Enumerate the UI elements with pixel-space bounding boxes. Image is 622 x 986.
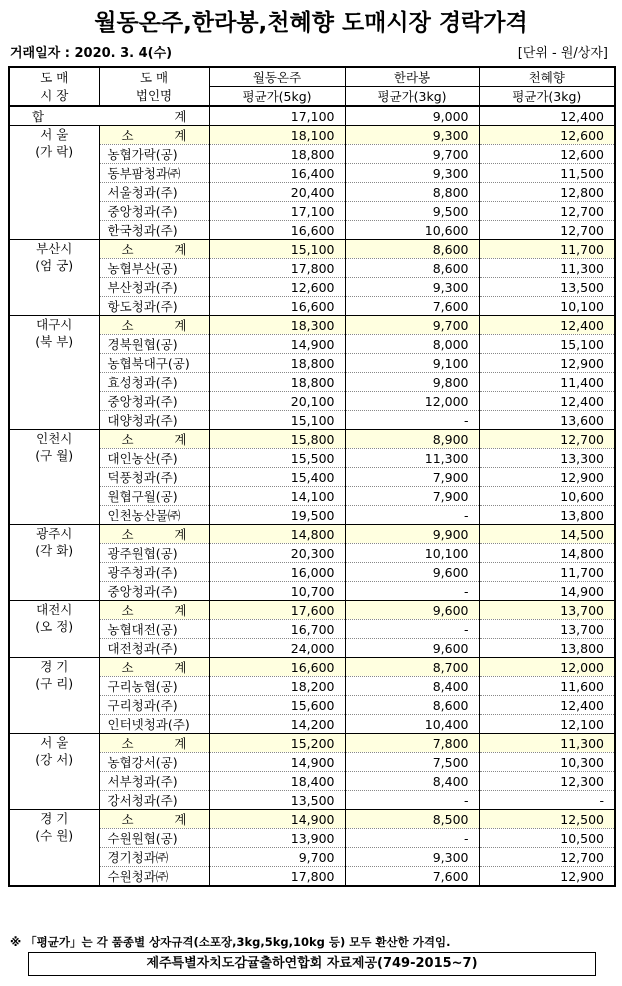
branch-row — [9, 183, 615, 202]
branch-value: 12,400 — [479, 696, 615, 715]
branch-value: 15,600 — [209, 696, 345, 715]
subtotal-label — [99, 316, 209, 335]
branch-value: 10,500 — [479, 829, 615, 848]
branch-row — [9, 772, 615, 791]
branch-value: 12,600 — [479, 145, 615, 164]
subtotal-value: 9,600 — [345, 601, 479, 620]
market-district: (구 리) — [35, 676, 74, 691]
subtotal-label-a: 소 — [121, 526, 134, 542]
branch-value: 14,100 — [209, 487, 345, 506]
branch-row — [9, 202, 615, 221]
market-name: 경 기 — [40, 811, 69, 826]
branch-value: 13,700 — [479, 620, 615, 639]
subtotal-label-a: 소 — [121, 659, 134, 675]
branch-name: 효성청과(주) — [99, 373, 209, 392]
market-name: 서 울 — [40, 127, 69, 142]
subtotal-label — [99, 601, 209, 620]
branch-value: 12,400 — [479, 392, 615, 411]
branch-row — [9, 354, 615, 373]
branch-value: - — [345, 506, 479, 525]
branch-value: 16,600 — [209, 221, 345, 240]
branch-row — [9, 753, 615, 772]
branch-row — [9, 221, 615, 240]
branch-value: 13,800 — [479, 639, 615, 658]
subtotal-label-b: 계 — [174, 241, 187, 257]
branch-value: 11,600 — [479, 677, 615, 696]
branch-value: 11,400 — [479, 373, 615, 392]
branch-row — [9, 677, 615, 696]
subtotal-label — [99, 525, 209, 544]
unit-label: [단위 - 원/상자] — [517, 46, 608, 61]
branch-value: 13,900 — [209, 829, 345, 848]
branch-value: 14,900 — [209, 753, 345, 772]
market-district: (수 원) — [35, 828, 74, 843]
market-district: (강 서) — [35, 752, 74, 767]
subtotal-value: 8,500 — [345, 810, 479, 829]
branch-value: 12,000 — [345, 392, 479, 411]
branch-value: 7,900 — [345, 468, 479, 487]
branch-row — [9, 259, 615, 278]
branch-name: 농협강서(공) — [99, 753, 209, 772]
branch-row — [9, 829, 615, 848]
branch-name: 수원청과㈜ — [99, 867, 209, 887]
subtotal-label-b: 계 — [174, 811, 187, 827]
branch-name: 대인농산(주) — [99, 449, 209, 468]
branch-value: 14,900 — [479, 582, 615, 601]
market-cell — [9, 430, 99, 525]
branch-value: 17,100 — [209, 202, 345, 221]
branch-value: 13,300 — [479, 449, 615, 468]
branch-value: 20,100 — [209, 392, 345, 411]
branch-value: - — [479, 791, 615, 810]
table-body — [9, 106, 615, 886]
total-label-b: 계 — [174, 108, 187, 124]
branch-row — [9, 696, 615, 715]
market-cell — [9, 240, 99, 316]
branch-row — [9, 848, 615, 867]
branch-value: 7,500 — [345, 753, 479, 772]
market-cell — [9, 525, 99, 601]
branch-row — [9, 411, 615, 430]
branch-row — [9, 715, 615, 734]
subtotal-label-b: 계 — [174, 431, 187, 447]
branch-value: 9,600 — [345, 563, 479, 582]
subtotal-value: 9,900 — [345, 525, 479, 544]
branch-name: 강서청과(주) — [99, 791, 209, 810]
subtotal-value: 16,600 — [209, 658, 345, 677]
branch-name: 부산청과(주) — [99, 278, 209, 297]
subtotal-value: 15,100 — [209, 240, 345, 259]
branch-row — [9, 164, 615, 183]
subtotal-value: 11,700 — [479, 240, 615, 259]
branch-name: 대전청과(주) — [99, 639, 209, 658]
branch-value: 11,500 — [479, 164, 615, 183]
subtotal-row — [9, 316, 615, 335]
branch-row — [9, 544, 615, 563]
branch-name: 농협가락(공) — [99, 145, 209, 164]
subtotal-row — [9, 810, 615, 829]
branch-name: 인천농산물㈜ — [99, 506, 209, 525]
branch-row — [9, 278, 615, 297]
branch-name: 광주청과(주) — [99, 563, 209, 582]
branch-value: 12,700 — [479, 848, 615, 867]
branch-name: 대양청과(주) — [99, 411, 209, 430]
market-district: (북 부) — [35, 334, 74, 349]
branch-name: 농협북대구(공) — [99, 354, 209, 373]
branch-row — [9, 487, 615, 506]
branch-value: 8,600 — [345, 259, 479, 278]
branch-value: 18,800 — [209, 354, 345, 373]
branch-value: 11,700 — [479, 563, 615, 582]
branch-value: 20,400 — [209, 183, 345, 202]
market-district: (가 락) — [35, 144, 74, 159]
branch-value: 12,900 — [479, 867, 615, 887]
header-market-bottom: 시 장 — [9, 87, 99, 107]
branch-value: 12,600 — [209, 278, 345, 297]
subtotal-value: 14,500 — [479, 525, 615, 544]
market-cell — [9, 734, 99, 810]
branch-value: 24,000 — [209, 639, 345, 658]
total-value-2: 9,000 — [345, 106, 479, 126]
branch-name: 서울청과(주) — [99, 183, 209, 202]
subtotal-label-b: 계 — [174, 659, 187, 675]
subtotal-label-a: 소 — [121, 241, 134, 257]
subtotal-label-a: 소 — [121, 735, 134, 751]
branch-value: 10,600 — [479, 487, 615, 506]
branch-value: 15,500 — [209, 449, 345, 468]
branch-row — [9, 506, 615, 525]
source-box: 제주특별자치도감귤출하연합회 자료제공(749-2015~7) — [28, 952, 596, 976]
total-value-1: 17,100 — [209, 106, 345, 126]
total-row — [9, 106, 615, 126]
market-name: 부산시 — [36, 241, 73, 256]
branch-value: 19,500 — [209, 506, 345, 525]
market-cell — [9, 658, 99, 734]
subtotal-label — [99, 658, 209, 677]
subtotal-label-b: 계 — [174, 127, 187, 143]
branch-value: 12,900 — [479, 468, 615, 487]
branch-row — [9, 791, 615, 810]
branch-value: 9,300 — [345, 848, 479, 867]
total-label — [9, 106, 209, 126]
branch-name: 중앙청과(주) — [99, 392, 209, 411]
branch-row — [9, 620, 615, 639]
branch-row — [9, 468, 615, 487]
branch-name: 구리청과(주) — [99, 696, 209, 715]
branch-value: 9,300 — [345, 278, 479, 297]
subtotal-row — [9, 601, 615, 620]
branch-value: 8,800 — [345, 183, 479, 202]
market-name: 대구시 — [36, 317, 73, 332]
branch-value: 10,400 — [345, 715, 479, 734]
market-name: 대전시 — [36, 602, 73, 617]
branch-value: 18,200 — [209, 677, 345, 696]
header-corp-bottom: 법인명 — [99, 87, 209, 107]
branch-name: 한국청과(주) — [99, 221, 209, 240]
subtotal-value: 14,900 — [209, 810, 345, 829]
branch-name: 덕풍청과(주) — [99, 468, 209, 487]
branch-name: 중앙청과(주) — [99, 202, 209, 221]
trade-date: 거래일자 : 2020. 3. 4(수) — [10, 46, 173, 61]
header-product-2: 한라봉 — [345, 67, 479, 87]
header-product-3: 천혜향 — [479, 67, 615, 87]
branch-name: 항도청과(주) — [99, 297, 209, 316]
subtotal-row — [9, 658, 615, 677]
branch-value: 18,400 — [209, 772, 345, 791]
subtotal-value: 18,100 — [209, 126, 345, 145]
subtotal-row — [9, 525, 615, 544]
branch-name: 원협구월(공) — [99, 487, 209, 506]
branch-value: 18,800 — [209, 145, 345, 164]
subtotal-value: 14,800 — [209, 525, 345, 544]
subtotal-label-a: 소 — [121, 431, 134, 447]
branch-name: 경북원협(공) — [99, 335, 209, 354]
branch-value: 9,300 — [345, 164, 479, 183]
market-district: (구 월) — [35, 448, 74, 463]
branch-value: 8,400 — [345, 772, 479, 791]
subtotal-label-b: 계 — [174, 317, 187, 333]
subtotal-label-a: 소 — [121, 811, 134, 827]
subtotal-value: 8,900 — [345, 430, 479, 449]
subtotal-row — [9, 430, 615, 449]
branch-value: 16,600 — [209, 297, 345, 316]
branch-name: 농협대전(공) — [99, 620, 209, 639]
branch-value: 18,800 — [209, 373, 345, 392]
branch-name: 중앙청과(주) — [99, 582, 209, 601]
branch-value: 9,800 — [345, 373, 479, 392]
branch-value: 17,800 — [209, 867, 345, 887]
branch-value: 11,300 — [479, 259, 615, 278]
branch-value: 13,500 — [209, 791, 345, 810]
branch-value: - — [345, 411, 479, 430]
market-cell — [9, 601, 99, 658]
subtotal-value: 8,700 — [345, 658, 479, 677]
branch-name: 경기청과㈜ — [99, 848, 209, 867]
branch-row — [9, 392, 615, 411]
branch-value: 10,700 — [209, 582, 345, 601]
branch-value: 8,600 — [345, 696, 479, 715]
branch-value: 13,600 — [479, 411, 615, 430]
market-district: (각 화) — [35, 543, 74, 558]
branch-row — [9, 145, 615, 164]
branch-value: 9,700 — [345, 145, 479, 164]
market-district: (엄 궁) — [35, 258, 74, 273]
market-district: (오 정) — [35, 619, 74, 634]
subtotal-value: 18,300 — [209, 316, 345, 335]
subtotal-label-a: 소 — [121, 602, 134, 618]
subtotal-value: 12,600 — [479, 126, 615, 145]
subtotal-value: 11,300 — [479, 734, 615, 753]
branch-row — [9, 582, 615, 601]
subtotal-row — [9, 240, 615, 259]
subtotal-label — [99, 810, 209, 829]
branch-row — [9, 335, 615, 354]
branch-value: 15,100 — [209, 411, 345, 430]
branch-value: - — [345, 829, 479, 848]
branch-name: 수원원협(공) — [99, 829, 209, 848]
branch-value: 12,900 — [479, 354, 615, 373]
subtotal-label-b: 계 — [174, 602, 187, 618]
page-title: 월동온주,한라봉,천혜향 도매시장 경락가격 — [94, 10, 528, 36]
subtotal-value: 9,300 — [345, 126, 479, 145]
subtotal-value: 12,000 — [479, 658, 615, 677]
branch-name: 농협부산(공) — [99, 259, 209, 278]
subtotal-label-a: 소 — [121, 317, 134, 333]
branch-value: - — [345, 791, 479, 810]
branch-value: - — [345, 582, 479, 601]
branch-value: 14,200 — [209, 715, 345, 734]
branch-value: 17,800 — [209, 259, 345, 278]
branch-value: 20,300 — [209, 544, 345, 563]
branch-value: 10,300 — [479, 753, 615, 772]
subtotal-value: 8,600 — [345, 240, 479, 259]
subtotal-value: 9,700 — [345, 316, 479, 335]
branch-value: 10,100 — [345, 544, 479, 563]
branch-value: 12,700 — [479, 221, 615, 240]
branch-row — [9, 373, 615, 392]
branch-value: 8,000 — [345, 335, 479, 354]
market-name: 광주시 — [36, 526, 73, 541]
subtotal-label — [99, 126, 209, 145]
branch-value: 16,400 — [209, 164, 345, 183]
subtotal-row — [9, 126, 615, 145]
subtotal-value: 15,200 — [209, 734, 345, 753]
branch-row — [9, 867, 615, 887]
subtotal-label — [99, 430, 209, 449]
subtotal-value: 12,500 — [479, 810, 615, 829]
branch-value: 15,400 — [209, 468, 345, 487]
branch-name: 동부팜청과㈜ — [99, 164, 209, 183]
branch-value: 7,900 — [345, 487, 479, 506]
branch-value: 14,800 — [479, 544, 615, 563]
header-market-top: 도 매 — [9, 67, 99, 87]
subtotal-label-b: 계 — [174, 735, 187, 751]
header-avg-3: 평균가(3kg) — [479, 87, 615, 107]
subtotal-label — [99, 240, 209, 259]
market-cell — [9, 810, 99, 887]
market-name: 서 울 — [40, 735, 69, 750]
branch-value: 9,600 — [345, 639, 479, 658]
price-table — [8, 66, 616, 887]
branch-value: 7,600 — [345, 297, 479, 316]
branch-value: - — [345, 620, 479, 639]
branch-value: 10,600 — [345, 221, 479, 240]
market-cell — [9, 316, 99, 430]
header-avg-1: 평균가(5kg) — [209, 87, 345, 107]
branch-value: 12,800 — [479, 183, 615, 202]
header-corp-top: 도 매 — [99, 67, 209, 87]
footnote: ※ 「평균가」는 각 품종별 상자규격(소포장,3kg,5kg,10kg 등) 모두 환산한 가격임. — [10, 935, 451, 949]
branch-row — [9, 639, 615, 658]
subtotal-value: 12,700 — [479, 430, 615, 449]
branch-row — [9, 563, 615, 582]
subtotal-value: 7,800 — [345, 734, 479, 753]
branch-row — [9, 297, 615, 316]
branch-value: 9,100 — [345, 354, 479, 373]
subtotal-row — [9, 734, 615, 753]
branch-value: 11,300 — [345, 449, 479, 468]
branch-name: 광주원협(공) — [99, 544, 209, 563]
market-name: 경 기 — [40, 659, 69, 674]
branch-name: 인터넷청과(주) — [99, 715, 209, 734]
branch-value: 9,500 — [345, 202, 479, 221]
branch-value: 9,700 — [209, 848, 345, 867]
total-label-a: 합 — [32, 108, 45, 124]
branch-value: 16,700 — [209, 620, 345, 639]
market-name: 인천시 — [36, 431, 73, 446]
branch-value: 12,700 — [479, 202, 615, 221]
subtotal-label — [99, 734, 209, 753]
subtotal-label-a: 소 — [121, 127, 134, 143]
branch-value: 7,600 — [345, 867, 479, 887]
branch-row — [9, 449, 615, 468]
subtotal-value: 17,600 — [209, 601, 345, 620]
branch-value: 13,800 — [479, 506, 615, 525]
subtotal-label-b: 계 — [174, 526, 187, 542]
subtotal-value: 15,800 — [209, 430, 345, 449]
branch-value: 8,400 — [345, 677, 479, 696]
branch-value: 12,300 — [479, 772, 615, 791]
branch-value: 15,100 — [479, 335, 615, 354]
branch-value: 12,100 — [479, 715, 615, 734]
branch-name: 구리농협(공) — [99, 677, 209, 696]
header-product-1: 월동온주 — [209, 67, 345, 87]
subtotal-value: 13,700 — [479, 601, 615, 620]
branch-value: 14,900 — [209, 335, 345, 354]
market-cell — [9, 126, 99, 240]
branch-value: 16,000 — [209, 563, 345, 582]
subtotal-value: 12,400 — [479, 316, 615, 335]
branch-name: 서부청과(주) — [99, 772, 209, 791]
branch-value: 10,100 — [479, 297, 615, 316]
total-value-3: 12,400 — [479, 106, 615, 126]
header-avg-2: 평균가(3kg) — [345, 87, 479, 107]
branch-value: 13,500 — [479, 278, 615, 297]
